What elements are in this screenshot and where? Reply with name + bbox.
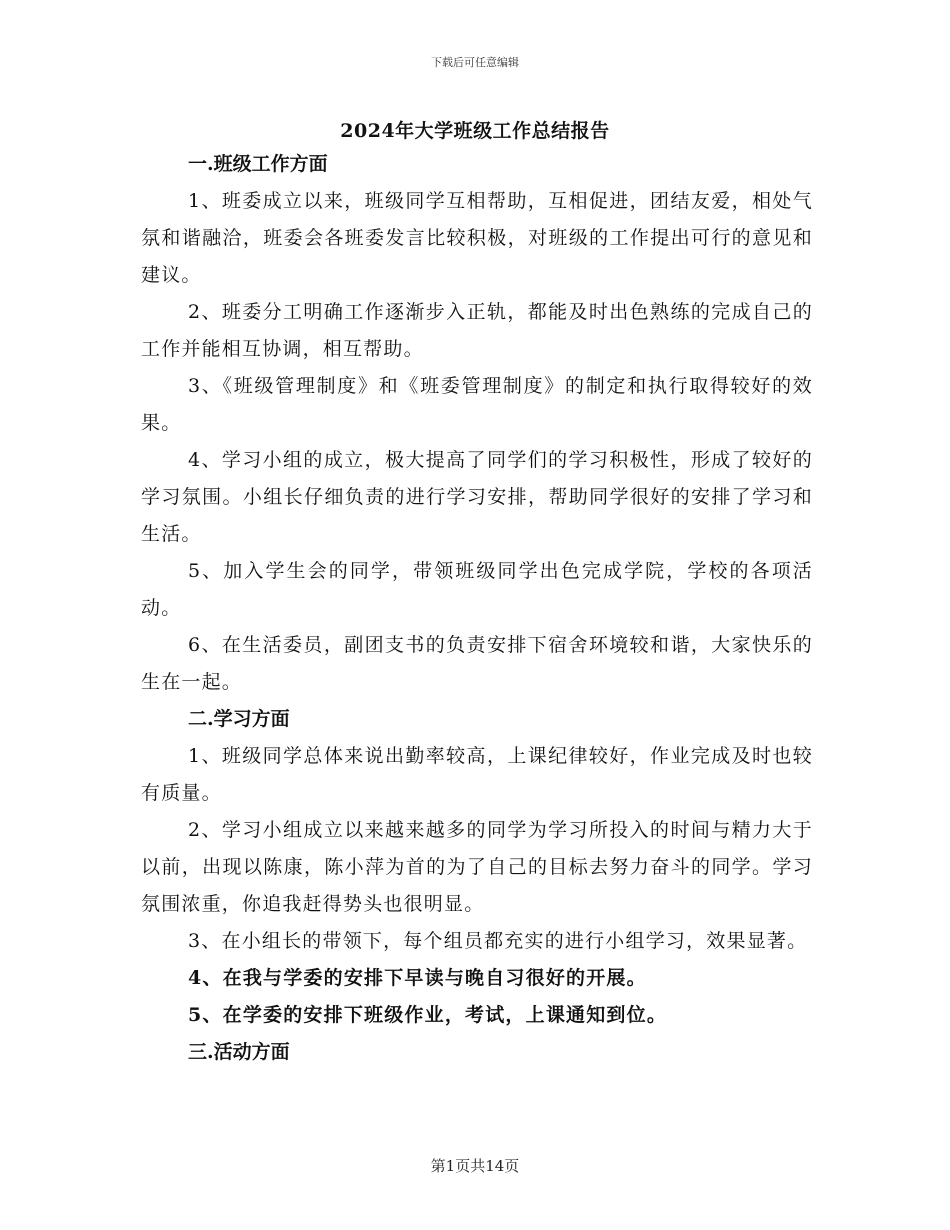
document-body [141, 146, 813, 1071]
paragraph: 3、《班级管理制度》和《班委管理制度》的制定和执行取得较好的效果。 [141, 375, 813, 434]
paragraph: 1、班级同学总体来说出勤率较高，上课纪律较好，作业完成及时也较有质量。 [141, 745, 813, 804]
paragraph: 5、加入学生会的同学，带领班级同学出色完成学院，学校的各项活动。 [141, 560, 813, 619]
section-heading: 二.学习方面 [188, 708, 290, 730]
paragraph: 1、班委成立以来，班级同学互相帮助，互相促进，团结友爱，相处气氛和谐融洽，班委会各班委发言比较积极，对班级的工作提出可行的意见和建议。 [141, 190, 813, 286]
paragraph: 4、学习小组的成立，极大提高了同学们的学习积极性，形成了较好的学习氛围。小组长仔细负责的进行学习安排，帮助同学很好的安排了学习和生活。 [141, 449, 813, 545]
document-title: 2024年大学班级工作总结报告 [340, 120, 610, 142]
page-footer: 第1页共14页 [430, 1157, 520, 1175]
bold-paragraph: 5、在学委的安排下班级作业，考试，上课通知到位。 [188, 1004, 668, 1026]
section-heading: 一.班级工作方面 [188, 153, 328, 175]
bold-paragraph: 4、在我与学委的安排下早读与晚自习很好的开展。 [188, 967, 647, 989]
paragraph: 3、在小组长的带领下，每个组员都充实的进行小组学习，效果显著。 [188, 930, 808, 952]
paragraph: 6、在生活委员，副团支书的负责安排下宿舍环境较和谐，大家快乐的生在一起。 [141, 634, 813, 693]
paragraph: 2、学习小组成立以来越来越多的同学为学习所投入的时间与精力大于以前，出现以陈康，陈小萍为首的为了自己的目标去努力奋斗的同学。学习氛围浓重，你追我赶得势头也很明显。 [141, 819, 813, 915]
section-heading: 三.活动方面 [188, 1041, 290, 1063]
paragraph: 2、班委分工明确工作逐渐步入正轨，都能及时出色熟练的完成自己的工作并能相互协调，相互帮助。 [141, 301, 813, 360]
header-note: 下载后可任意编辑 [431, 56, 519, 69]
